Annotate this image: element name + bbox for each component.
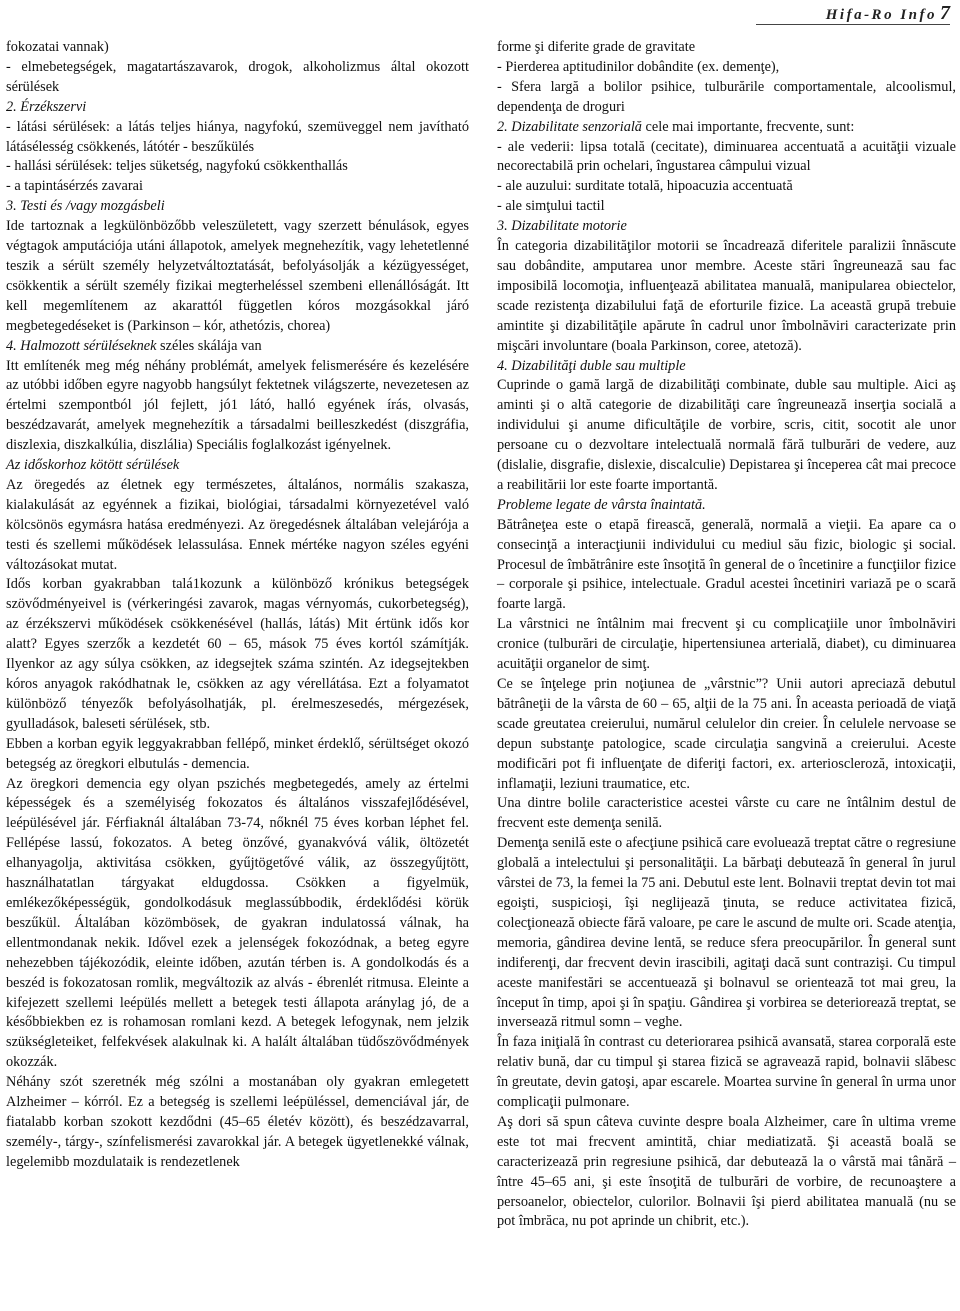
left-column-paragraph — [6, 217, 469, 336]
right-column-paragraph — [497, 118, 956, 138]
page-number: 7 — [940, 2, 950, 24]
paragraph-text: 2. Dizabilitate senzorială — [497, 118, 642, 135]
paragraph-text: 3. Testi és /vagy mozgásbeli — [6, 198, 165, 215]
left-column-paragraph — [6, 118, 469, 158]
paragraph-text: Idős korban gyakrabban talá1kozunk a különböző krónikus betegségek szövődményeivel is (vérkeringési zavarok, magas vérnyomás, cukorbetegség), az érzékszervi működések csökkenésével (hallás, látás) Mit értünk idős kor alatt? Egyes szerzők a kezdetét 60 – 65, mások 75 éves kortól számítják. Ilyenkor az agy súlya csökken, az idegsejtek száma szintén. Az idegsejtekben kóros anyagok rakódhatnak le, csökken az agy vérellátása. Ezt a folyamatot különböző tényezők befolyásolhatják, pl. érelmeszesedés, mérgezések, gyulladások, baleseti sérülések, stb. — [6, 576, 469, 732]
paragraph-text: - ale auzului: surditate totală, hipoacuzia accentuată — [497, 178, 793, 195]
right-column-paragraph — [497, 516, 956, 616]
paragraph-text: Ide tartoznak a legkülönbözőbb veleszületett, vagy szerzett bénulások, egyes végtagok amputációja utáni állapotok, amelyek megnehezítik, vagy lehetetlenné teszik a sérült személy helyzetváltoztatását, befolyásolják a kézügyességet, csökkentik a sérült személy fizikai megterheléssel szembeni ellenállóságát. Itt kell megemlítenem az akarattól független kóros mozgásokkal járó megbetegedéseket is (Parkinson – kór, athetózis, chorea) — [6, 218, 469, 334]
right-column — [497, 38, 956, 1232]
right-column-paragraph — [497, 1113, 956, 1232]
right-column-paragraph — [497, 357, 956, 377]
paragraph-text: - Pierderea aptitudinilor dobândite (ex. demenţe), — [497, 58, 780, 75]
paragraph-text: - ale vederii: lipsa totală (cecitate), diminuarea accentuată a acuităţii vizuale necorectabilă prin ochelari, îngustarea câmpului vizual — [497, 138, 956, 175]
right-column-paragraph — [497, 138, 956, 178]
paragraph-text: - Sfera largă a bolilor psihice, tulburările comportamentale, alcoolismul, dependenţa de droguri — [497, 78, 956, 115]
paragraph-text: 4. Dizabilităţi duble sau multiple — [497, 357, 686, 374]
left-column-paragraph — [6, 1073, 469, 1173]
paragraph-text: În faza iniţială în contrast cu deteriorarea psihică avansată, starea corporală este relativ bună, dar cu timpul şi starea fizică se agravează rapid, bolnavii slăbesc în greutate, devin gatoşi, apar escarele. Moartea survine în general în urma unor complicaţii pulmonare. — [497, 1034, 956, 1111]
left-column-paragraph — [6, 197, 469, 217]
paragraph-text: Az öregkori demencia egy olyan pszichés megbetegedés, amely az értelmi képességek és a személyiség fokozatos és általános visszafejlődésével, leépülésével jár. Férfiaknál általában 73-74, nőknél 75 éves korban léphet fel. Fellépése lassú, fokozatos. A beteg önzővé, gyanakvóvá válik, öltözetét elhanyagolja, aktivitása csökken, gyűjtögetővé válik, az összegyűjtött, használhatatlan tárgyakat eldugdossa. Csökken a figyelmük, emlékezőképességük, gondolkodásuk meglassúbbodik, érdeklődési körük beszűkül. Általában közömbösek, de gyakran indulatossá válnak, ha ellentmondanak nekik. Idővel ezek a jelenségek fokozódnak, a beteg egyre nehezebben tájékozódik, eleinte időben, azután térben is. A gondolkodás és a beszéd is fokozatosan romlik, megváltozik az alvás - ébrenlét ritmusa. Eleinte a kifejezett szellemi leépülés mellett a betegek testi állapota aránylag jó, de a későbbiekben ez is rohamosan romlani kezd. A betegek lefogynak, nem jelzik szükségleteiket, felfekvések alakulnak ki. A halált általában tüdőszövődmények okozzák. — [6, 775, 469, 1071]
paragraph-text: fokozatai vannak) — [6, 39, 109, 55]
right-column-paragraph — [497, 78, 956, 118]
paragraph-text: Itt említenék meg még néhány problémát, amelyek felismerésére és kezelésére az utóbbi időben egyre nagyobb hangsúlyt fektetnek világszerte, nevezetesen az értelmi szempontból jól fejlett, jó1 látó, halló egyének írás, olvasás, beszédzavarát, amelyek megnehezítik a társadalmi beilleszkedést (diszgráfia, diszlexia, diszkalkúlia, diszlália) Speciális foglalkozást igényelnek. — [6, 357, 469, 454]
right-column-paragraph — [497, 217, 956, 237]
paragraph-text: 4. Halmozott sérüléseknek — [6, 337, 157, 354]
left-column-paragraph — [6, 456, 469, 476]
paragraph-text: forme şi diferite grade de gravitate — [497, 39, 696, 55]
paragraph-text: 3. Dizabilitate motorie — [497, 218, 627, 235]
paragraph-text: - elmebetegségek, magatartászavarok, drogok, alkoholizmus által okozott sérülések — [6, 58, 469, 95]
left-column-paragraph — [6, 38, 469, 58]
right-column-paragraph — [497, 197, 956, 217]
paragraph-text: În categoria dizabilităţilor motorii se încadrează diferitele paralizii înnăscute sau dobândite, amputarea unor membre. Aceste stări îngreunează sau fac imposibilă locomoţia, influenţează abilitatea manuală, manipularea obiectelor, scade rezistenţa dizabilului faţă de eforturile fizice. La această grupă trebuie amintite şi dizabilităţile apărute în cadrul unor îmbolnăviri caracterizate prin mişcări involuntare (boala Parkinson, coree, atetoză). — [497, 238, 956, 354]
paragraph-text: - ale simţului tactil — [497, 198, 605, 215]
right-column-paragraph — [497, 675, 956, 794]
paragraph-text: - a tapintásérzés zavarai — [6, 178, 143, 195]
left-column-paragraph — [6, 157, 469, 177]
right-column-paragraph — [497, 615, 956, 675]
right-column-paragraph — [497, 376, 956, 495]
right-column-paragraph — [497, 177, 956, 197]
left-column-paragraph — [6, 476, 469, 576]
left-column-paragraph — [6, 58, 469, 98]
right-column-paragraph — [497, 38, 956, 58]
left-column-paragraph — [6, 177, 469, 197]
paragraph-tail: széles skálája van — [156, 337, 262, 354]
paragraph-text: Az időskorhoz kötött sérülések — [6, 457, 180, 474]
left-column-paragraph — [6, 337, 469, 357]
left-column — [6, 38, 469, 1173]
paragraph-text: Una dintre bolile caracteristice acestei vârste cu care ne întâlnim destul de frecvent este demenţa senilă. — [497, 795, 956, 832]
paragraph-text: - hallási sérülések: teljes süketség, nagyfokú csökkenthallás — [6, 158, 348, 175]
left-column-paragraph — [6, 575, 469, 734]
running-header — [756, 2, 950, 25]
right-column-paragraph — [497, 58, 956, 78]
left-column-paragraph — [6, 775, 469, 1074]
right-column-paragraph — [497, 496, 956, 516]
paragraph-text: Bătrâneţea este o etapă firească, generală, normală a vieţii. Ea apare ca o consecinţă a interacţiunii individului cu mediul său fizic, biologic şi social. Procesul de îmbătrânire este însoţită în general de o încetinire a funcţiilor fizice – corporale şi psihice, intelectuale. Gradul acestei încetiniri variază pe o scară foarte largă. — [497, 516, 956, 613]
paragraph-text: Az öregedés az életnek egy természetes, általános, normális szakasza, kialakulását az egyénnek a fizikai, biológiai, társadalmi környezetével való kölcsönös egymásra hatása eredményezi. Az öregedésnek általában velejárója a testi és szellemi működések lelassulása. Ennek mértéke nagyon széles egyéni változásokat mutat. — [6, 476, 469, 573]
left-column-paragraph — [6, 98, 469, 118]
paragraph-text: - látási sérülések: a látás teljes hiánya, nagyfokú, szemüveggel nem javítható látásélesség csökkenés, látótér - beszűkülés — [6, 118, 469, 155]
paragraph-text: Néhány szót szeretnék még szólni a mostanában oly gyakran emlegetett Alzheimer – kórról. Ez a betegség is szellemi leépüléssel, demenciával jár, de fiatalabb korban szokott kezdődni (45–65 életév között), és beszédzavarral, személy-, tárgy-, színfelismerési zavarokkal jár. A betegek ügyetlenekké válnak, legelemibb mozdulataik is rendezetlenek — [6, 1074, 469, 1170]
paragraph-text: Probleme legate de vârsta înaintată. — [497, 496, 706, 513]
right-column-paragraph — [497, 794, 956, 834]
right-column-paragraph — [497, 237, 956, 356]
paragraph-text: La vârstnici ne întâlnim mai frecvent şi cu complicaţiile unor îmbolnăviri cronice (tulburări de circulaţie, hipertensiunea arterială, diabet), cu diminuarea acuităţii organelor de simţ. — [497, 616, 956, 673]
paragraph-text: Demenţa senilă este o afecţiune psihică care evoluează treptat către o regresiune globală a intelectului şi personalităţii. La bărbaţi debutează în general în jurul vârstei de 73, la femei la 75 ani. Debutul este lent. Bolnavii treptat devin tot mai egoişti, suspicioşi, îşi neglijează ţinuta, se reduce activitatea fizică, colecţionează obiecte fără valoare, pe care le ascund de multe ori. Scade atenţia, memoria, gândirea devine lentă, se reduce sfera preocupărilor. În general sunt indiferenţi, dar frecvent devin irascibili, agitaţi dacă sunt contrazişi. Cu timpul aceste manifestări se accentuează şi bolnavul se orientează tot mai greu, la început în timp, apoi şi în spaţiu. Gândirea şi vorbirea se deteriorează treptat, se inversează ritmul somn – veghe. — [497, 835, 956, 1031]
right-column-paragraph — [497, 1033, 956, 1113]
paragraph-text: Cuprinde o gamă largă de dizabilităţi combinate, duble sau multiple. Aici aş aminti şi o altă categorie de dizabilităţi care îngreunează inserţia socială a individului şi anume dificultăţile de vorbire, scris, citit, socotit ale unor persoane cu o dezvoltare intelectuală normală fără tulburări de vedere, auz (dislalie, disgrafie, dislexie, discalculie) Depistarea şi începerea cât mai precoce a reabilitării lor este foarte importantă. — [497, 377, 956, 493]
left-column-paragraph — [6, 735, 469, 775]
paragraph-text: 2. Érzékszervi — [6, 98, 87, 115]
paragraph-text: Ebben a korban egyik leggyakrabban fellépő, minket érdeklő, sérültséget okozó betegség az öregkori elbutulás - demencia. — [6, 735, 469, 772]
right-column-paragraph — [497, 834, 956, 1033]
left-column-paragraph — [6, 357, 469, 457]
paragraph-text: Ce se înţelege prin noţiunea de „vârstnic”? Unii autori apreciază debutul bătrâneţii de la vârsta de 60 – 65, alţii de la 75 ani. În aceasta perioadă de viaţă scade greutatea creierului, numărul celulelor din creier. În celulele nervoase se depun substanţe patologice, scade circulaţia sangvină a creierului. Aceste modificări pot fi influenţate de diferiţi factori, ex. arterioscleroză, intoxicaţii, inflamaţii, leziuni traumatice, etc. — [497, 676, 956, 792]
running-title: Hifa-Ro Info — [825, 7, 937, 23]
paragraph-text: Aş dori să spun câteva cuvinte despre boala Alzheimer, care în ultima vreme este tot mai frecvent amintită, chiar mediatizată. Şi această boală se caracterizează prin regresiune psihică, dar debutează la o vârstă mai tânără – între 45–65 ani, şi este însoţită de tulburări de vorbire, de recunoaştere a persoanelor, obiectelor, culorilor. Bolnavii îşi pierd abilitatea manuală (nu se pot îmbrăca, nu pot aprinde un chibrit, etc.). — [497, 1113, 956, 1230]
paragraph-tail: cele mai importante, frecvente, sunt: — [641, 118, 855, 135]
